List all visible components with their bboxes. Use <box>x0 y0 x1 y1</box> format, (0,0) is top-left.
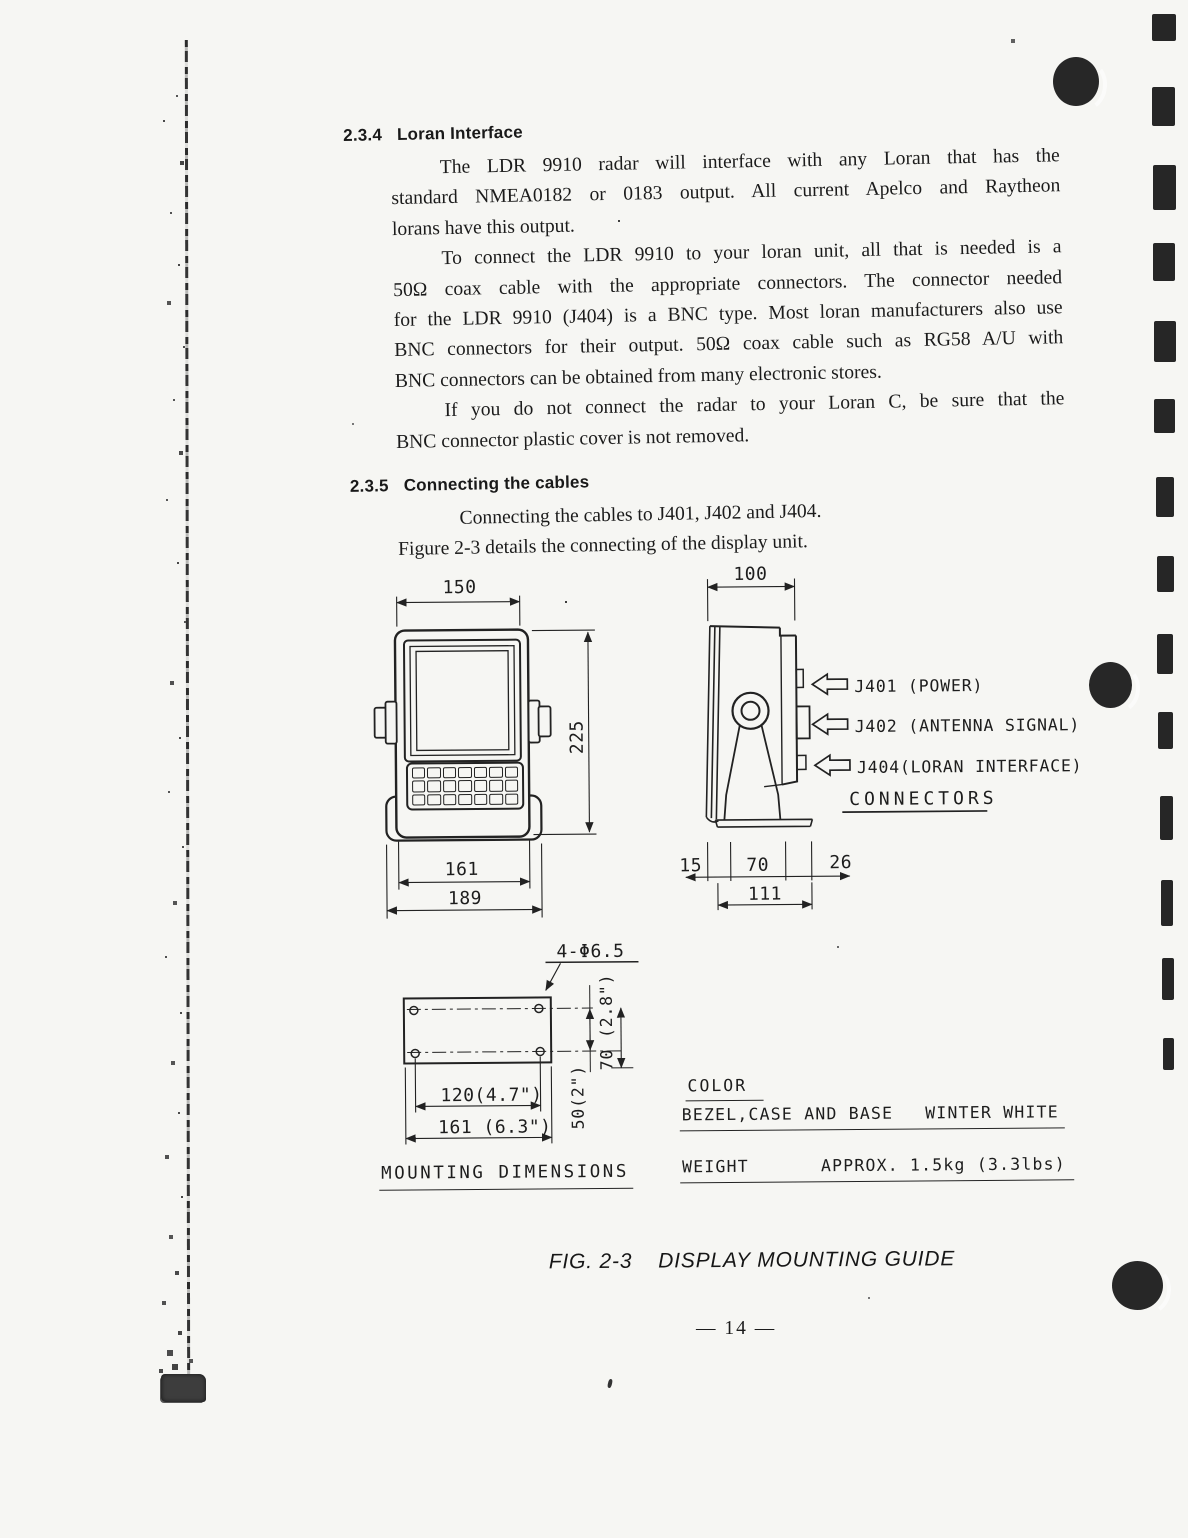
connector-arrow-icon <box>815 755 850 775</box>
dim-label-70: 70 <box>746 854 770 876</box>
section-title: Loran Interface <box>396 122 523 144</box>
keypad-key <box>427 781 441 792</box>
spec-weight-label: WEIGHT <box>682 1156 749 1177</box>
page-number: — 14 — <box>696 1318 777 1339</box>
keypad-key <box>443 767 457 778</box>
section-number: 2.3.4 <box>343 125 383 145</box>
keypad-key <box>412 781 426 792</box>
dim-label-111: 111 <box>747 883 783 905</box>
dim-label-225: 225 <box>566 720 588 755</box>
connector-arrow-icon <box>813 714 848 734</box>
spec-weight-row <box>680 1154 1074 1183</box>
connector-label-j404: J404(LORAN INTERFACE) <box>856 756 1083 777</box>
keypad-key <box>412 794 426 805</box>
keypad-key <box>505 793 519 804</box>
keypad-key <box>474 780 488 791</box>
keypad-key <box>443 780 457 791</box>
keypad-key <box>428 794 442 805</box>
dim-label-70-vertical: 70 (2.8") <box>596 973 617 1071</box>
keypad-key <box>505 767 519 778</box>
front-view-drawing <box>374 595 598 919</box>
dim-label-50-vertical: 50(2") <box>568 1064 588 1130</box>
figure-caption-title: DISPLAY MOUNTING GUIDE <box>658 1247 956 1273</box>
dim-label-120: 120(4.7") <box>440 1084 543 1107</box>
section-number: 2.3.5 <box>349 476 389 496</box>
keypad-key <box>443 794 457 805</box>
connector-label-j402: J402 (ANTENNA SIGNAL) <box>854 715 1081 736</box>
spec-color-row <box>680 1102 1065 1131</box>
body-line: If you do not connect the radar to your Loran C, be sure that the <box>444 388 1065 422</box>
body-line: 50Ω coax cable with the appropriate connectors. The connector needed <box>392 266 1063 301</box>
keypad-key <box>489 767 503 778</box>
keypad-key <box>474 794 488 805</box>
keypad-key <box>458 767 472 778</box>
scan-speckles <box>0 0 2 2</box>
holes-note-label: 4-Φ6.5 <box>556 940 625 963</box>
keypad-key <box>489 793 503 804</box>
dim-label-26: 26 <box>829 852 853 874</box>
spec-color-value: WINTER WHITE <box>925 1102 1059 1123</box>
dim-label-100: 100 <box>733 563 768 585</box>
spec-color-label: BEZEL,CASE AND BASE <box>681 1103 894 1125</box>
body-line: BNC connector plastic cover is not removed. <box>395 424 750 453</box>
connector-arrow-icon <box>812 674 847 694</box>
keypad-key <box>412 767 426 778</box>
spec-color-title: COLOR <box>685 1076 763 1102</box>
body-line: The LDR 9910 radar will interface with any Loran that has the <box>439 145 1060 179</box>
keypad-grid <box>412 767 518 806</box>
keypad-key <box>474 767 488 778</box>
body-line: Figure 2-3 details the connecting of the display unit. <box>397 531 809 560</box>
dim-label-15: 15 <box>679 855 703 877</box>
body-line: To connect the LDR 9910 to your loran unit, all that is needed is a <box>441 236 1062 270</box>
section-title: Connecting the cables <box>403 472 590 495</box>
figure-caption-number: FIG. 2-3 <box>548 1249 633 1274</box>
connectors-title: CONNECTORS <box>849 787 998 811</box>
mounting-dimensions-title: MOUNTING DIMENSIONS <box>379 1162 633 1191</box>
body-line: BNC connectors for their output. 50Ω coax cable such as RG58 A/U with <box>394 327 1064 362</box>
dim-label-189: 189 <box>447 887 483 910</box>
keypad-key <box>489 780 503 791</box>
dim-label-161: 161 <box>444 858 479 881</box>
spec-weight-value: APPROX. 1.5kg (3.3lbs) <box>820 1154 1066 1176</box>
body-line: standard NMEA0182 or 0183 output. All current Apelco and Raytheon <box>391 175 1061 210</box>
body-line: BNC connectors can be obtained from many electronic stores. <box>394 361 882 392</box>
keypad-key <box>458 794 472 805</box>
keypad-key <box>505 780 519 791</box>
body-line: lorans have this output. <box>391 215 576 240</box>
connector-label-j401: J401 (POWER) <box>854 675 984 696</box>
body-line: Connecting the cables to J401, J402 and J404. <box>459 500 822 529</box>
keypad-key <box>458 780 472 791</box>
keypad-key <box>427 767 441 778</box>
dim-label-150: 150 <box>442 576 477 599</box>
dim-label-161-plate: 161 (6.3") <box>438 1116 552 1139</box>
figure-caption <box>549 1247 955 1274</box>
body-line: for the LDR 9910 (J404) is a BNC type. Most loran manufacturers also use <box>393 297 1063 332</box>
